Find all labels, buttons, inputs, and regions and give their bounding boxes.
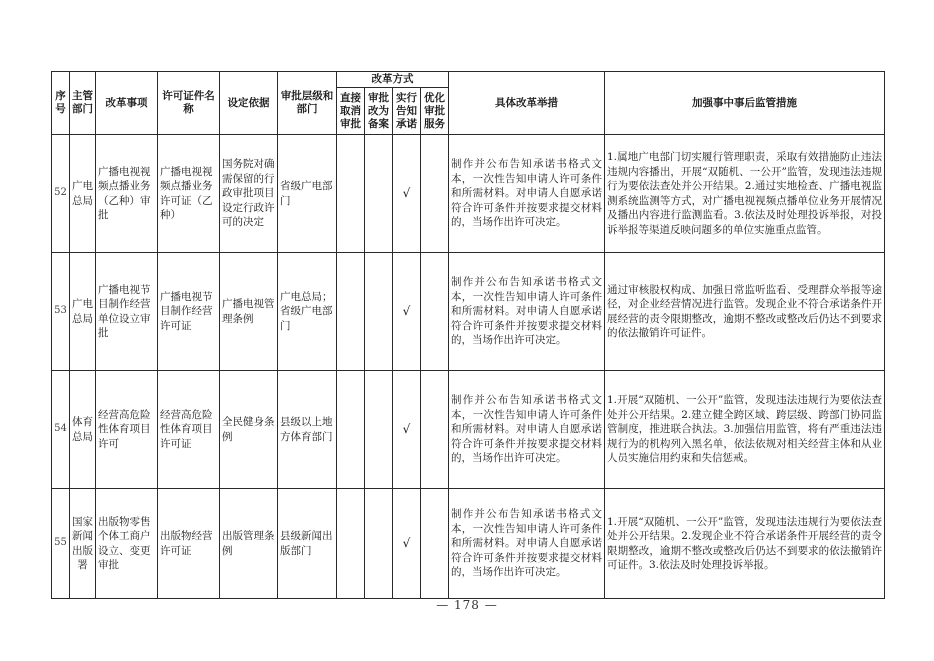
row-level: 县级以上地方体育部门 — [278, 371, 337, 489]
row-supervision: 1.开展“双随机、一公开”监管，发现违法违规行为要依法查处并公开结果。2.建立健全跨区域、跨层级、跨部门协同监管制度，推进联合执法。3.加强信用监管，将有严重违法违规行为的机构列入黑名单，依法依规对相关经营主体和从业人员实施信用约束和失信惩戒。 — [605, 371, 885, 489]
row-level: 县级新闻出版部门 — [278, 489, 337, 599]
row-mark-cancel — [337, 489, 365, 599]
row-dept: 广电总局 — [70, 135, 96, 253]
row-measures: 制作并公布告知承诺书格式文本，一次性告知申请人许可条件和所需材料。对申请人自愿承诺符合许可条件并按要求提交材料的，当场作出许可决定。 — [449, 135, 605, 253]
row-dept: 体育总局 — [70, 371, 96, 489]
row-mark-optimize — [421, 371, 449, 489]
header-supervision: 加强事中事后监管措施 — [605, 72, 885, 135]
row-license: 广播电视视频点播业务许可证（乙种） — [158, 135, 220, 253]
table-row — [52, 489, 885, 599]
row-dept: 广电总局 — [70, 253, 96, 371]
row-level: 广电总局；省级广电部门 — [278, 253, 337, 371]
table-row — [52, 371, 885, 489]
row-seq: 54 — [52, 371, 70, 489]
row-mark-optimize — [421, 489, 449, 599]
header-method-cancel: 直接取消审批 — [337, 88, 365, 135]
header-measures: 具体改革举措 — [449, 72, 605, 135]
row-supervision: 通过审核股权构成、加强日常监听监看、受理群众举报等途径，对企业经营情况进行监管。发现企业不符合承诺条件开展经营的责令限期整改，逾期不整改或整改后仍达不到要求的依法撤销许可证件。 — [605, 253, 885, 371]
row-level: 省级广电部门 — [278, 135, 337, 253]
row-mark-filing — [365, 253, 393, 371]
header-dept: 主管部门 — [70, 72, 96, 135]
header-item: 改革事项 — [96, 72, 158, 135]
header-basis: 设定依据 — [220, 72, 278, 135]
row-seq: 53 — [52, 253, 70, 371]
row-mark-optimize — [421, 135, 449, 253]
row-mark-commitment: √ — [393, 253, 421, 371]
reform-table — [51, 71, 885, 599]
header-method-commitment: 实行告知承诺 — [393, 88, 421, 135]
row-mark-filing — [365, 489, 393, 599]
page-number: — 178 — — [436, 598, 498, 612]
row-mark-commitment: √ — [393, 489, 421, 599]
row-seq: 52 — [52, 135, 70, 253]
row-mark-cancel — [337, 253, 365, 371]
row-item: 广播电视视频点播业务（乙种）审批 — [96, 135, 158, 253]
row-supervision: 1.属地广电部门切实履行管理职责，采取有效措施防止违法违规内容播出，开展“双随机、一公开”监管，发现违法违规行为要依法查处并公开结果。2.通过实地检查、广播电视监测系统监测等方式，对广播电视视频点播单位业务开展情况及播出内容进行监测监看。3.依法及时处理投诉举报，对投诉举报等渠道反映问题多的单位实施重点监管。 — [605, 135, 885, 253]
row-mark-filing — [365, 371, 393, 489]
row-dept: 国家新闻出版署 — [70, 489, 96, 599]
row-mark-optimize — [421, 253, 449, 371]
row-measures: 制作并公布告知承诺书格式文本，一次性告知申请人许可条件和所需材料。对申请人自愿承诺符合许可条件并按要求提交材料的，当场作出许可决定。 — [449, 489, 605, 599]
row-mark-cancel — [337, 135, 365, 253]
row-license: 广播电视节目制作经营许可证 — [158, 253, 220, 371]
row-supervision: 1.开展“双随机、一公开”监管，发现违法违规行为要依法查处并公开结果。2.发现企业不符合承诺条件开展经营的责令限期整改，逾期不整改或整改后仍达不到要求的依法撤销许可证件。3.依法及时处理投诉举报。 — [605, 489, 885, 599]
row-mark-cancel — [337, 371, 365, 489]
row-license: 出版物经营许可证 — [158, 489, 220, 599]
row-mark-commitment: √ — [393, 371, 421, 489]
row-item: 经营高危险性体育项目许可 — [96, 371, 158, 489]
table-row — [52, 253, 885, 371]
row-mark-commitment: √ — [393, 135, 421, 253]
row-basis: 国务院对确需保留的行政审批项目设定行政许可的决定 — [220, 135, 278, 253]
row-seq: 55 — [52, 489, 70, 599]
row-basis: 广播电视管理条例 — [220, 253, 278, 371]
row-item: 出版物零售个体工商户设立、变更审批 — [96, 489, 158, 599]
header-license: 许可证件名称 — [158, 72, 220, 135]
header-method-group: 改革方式 — [337, 72, 449, 88]
header-method-optimize: 优化审批服务 — [421, 88, 449, 135]
row-basis: 出版管理条例 — [220, 489, 278, 599]
header-level: 审批层级和部门 — [278, 72, 337, 135]
row-measures: 制作并公布告知承诺书格式文本，一次性告知申请人许可条件和所需材料。对申请人自愿承诺符合许可条件并按要求提交材料的，当场作出许可决定。 — [449, 371, 605, 489]
row-mark-filing — [365, 135, 393, 253]
row-license: 经营高危险性体育项目许可证 — [158, 371, 220, 489]
row-measures: 制作并公布告知承诺书格式文本，一次性告知申请人许可条件和所需材料。对申请人自愿承诺符合许可条件并按要求提交材料的，当场作出许可决定。 — [449, 253, 605, 371]
row-item: 广播电视节目制作经营单位设立审批 — [96, 253, 158, 371]
header-method-filing: 审批改为备案 — [365, 88, 393, 135]
header-seq: 序号 — [52, 72, 70, 135]
table-row — [52, 135, 885, 253]
row-basis: 全民健身条例 — [220, 371, 278, 489]
